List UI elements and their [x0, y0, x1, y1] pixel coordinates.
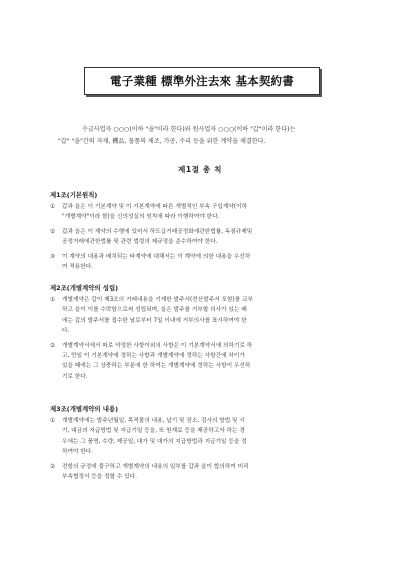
item-line: "개별계약"이라 함)을 신의성실의 원칙에 따라 이행하여야 한다. [62, 214, 220, 221]
item-line: 갑과 을은 이 계약의 수행에 있어서 하도급거래공정화에관한법률, 독점규제및 [62, 228, 253, 235]
item-line: 여 적용한다. [62, 264, 94, 271]
item-line: 하고 을이 이를 수락함으로써 성립되며, 을은 발주를 거부할 의사가 있는 때 [62, 307, 247, 314]
intro-line: "갑" "을"간의 자재, 機品, 물품의 제조, 가공, 수리 등을 위한 계약을 체결한다. [58, 138, 266, 145]
article-item [50, 295, 360, 337]
item-number: ② [50, 228, 56, 235]
item-line: 전항의 규정에 불구하고 개별계약의 내용의 일부를 갑과 을이 합의하여 미리 [62, 463, 249, 470]
article-1 [50, 190, 360, 276]
article-item [50, 341, 360, 383]
item-line: 우에는 그 품명, 수량, 제공일, 대가 및 대가의 지급방법과 지급기일 등을 정 [62, 438, 247, 445]
article-item [50, 252, 360, 273]
item-line: 개별계약에는 발주년월일, 목적물의 내용, 납기 및 장소, 검사의 방법 및 시 [62, 418, 245, 424]
item-number: ① [50, 297, 56, 303]
document-title: 電子業種 標準外注去來 基本契約書 [84, 67, 320, 95]
item-line: 부속협정서 등을 정할 수 있다. [62, 474, 137, 481]
article-2 [50, 283, 360, 386]
article-item [50, 202, 360, 223]
item-line: 하여야 한다. [62, 449, 94, 456]
item-line: 다. [62, 328, 70, 335]
article-item [50, 416, 360, 458]
article-item [50, 227, 360, 248]
article-title: 제2조(개별계약의 성립) [50, 284, 119, 292]
item-line: 기로 한다. [62, 373, 88, 380]
item-line: 있을 때에는 그 상충하는 부분에 한 하여는 개별계약에 정하는 사항이 우선하 [62, 363, 251, 370]
item-number: ③ [50, 253, 56, 260]
chapter-heading: 제1절 총 칙 [177, 165, 223, 174]
article-item [50, 462, 360, 483]
article-title: 제3조(개별계약의 내용) [50, 405, 119, 413]
item-line: 기, 대금의 지급방법 및 지급기일 등을, 또 원재료 등을 제공하고자 하는 경 [62, 428, 245, 435]
article-title: 제1조(기본원칙) [50, 191, 98, 199]
item-line: 개별계약은 갑이 제3조의 거래내용을 기재한 발주서(전산발주서 포함)를 교부 [62, 297, 254, 303]
item-number: ① [50, 418, 56, 424]
intro-line: 수급사업자 ○○○(이하 "을"이라 한다)와 원사업자 ○○○(이하 "갑"이라 한다)는 [82, 126, 296, 133]
intro-paragraph [58, 124, 358, 148]
item-line: 고, 만일 이 기본계약에 정하는 사항과 개별계약에 정하는 사항간에 차이가 [62, 353, 245, 360]
article-3 [50, 404, 360, 486]
item-line: 공정거래에관한법률 및 관련 법령의 제규정을 준수하여야 한다. [62, 239, 218, 246]
item-number: ① [50, 204, 56, 210]
item-number: ② [50, 463, 56, 470]
item-number: ② [50, 342, 56, 349]
item-line: 이 계약의 내용과 배치되는 타계약에 대해서는 이 계약에 의한 내용을 우선하 [62, 253, 251, 260]
item-line: 에는 갑의 발주서를 접수한 날로부터 7일 이내에 거부의사를 표시하여야 한 [62, 317, 247, 324]
item-line: 갑과 을은 이 기본계약 및 이 기본계약에 따른 개별적인 부속 구입계약(이하 [62, 204, 248, 210]
item-line: 개별계약서에서 따로 약정한 사항이외의 사항은 이 기본계약서에 의하기로 하 [62, 342, 253, 349]
